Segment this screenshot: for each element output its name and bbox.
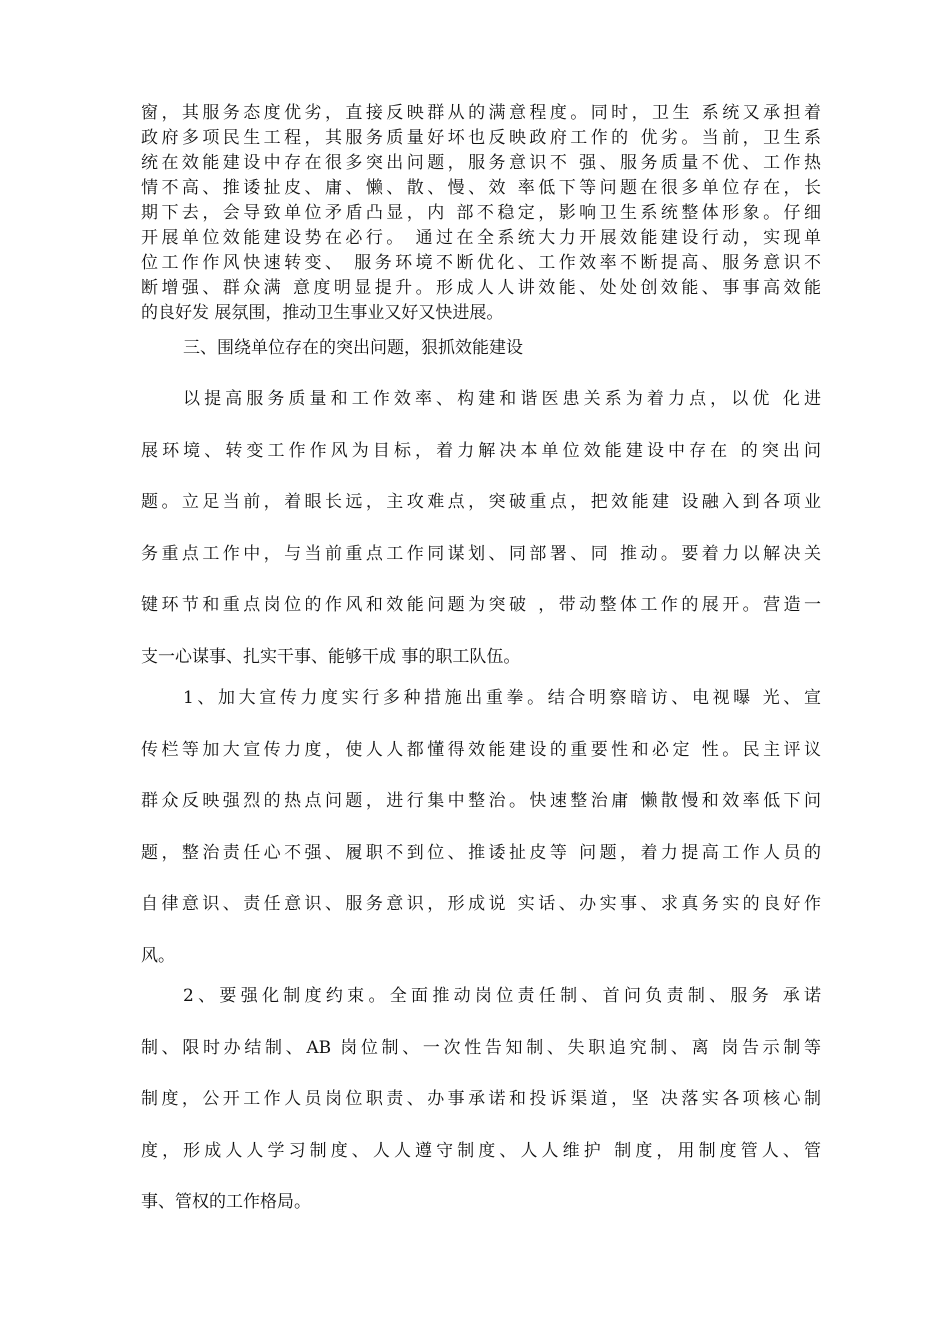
text-line: 情不高、推诿扯皮、庸、懒、散、慢、效 率低下等问题在很多单位存在，长 (141, 178, 821, 198)
heading-line: 三、围绕单位存在的突出问题，狠抓效能建设 (183, 338, 523, 358)
text-line: 统在效能建设中存在很多突出问题，服务意识不 强、服务质量不优、工作热 (141, 153, 821, 173)
text-line: 风。 (141, 945, 175, 966)
text-line: 自律意识、责任意识、服务意识，形成说 实话、办实事、求真务实的良好作 (141, 894, 821, 914)
text-line: 1、加大宣传力度实行多种措施出重拳。结合明察暗访、电视曝 光、宣 (183, 688, 821, 708)
text-line: 度，形成人人学习制度、人人遵守制度、人人维护 制度，用制度管人、管 (141, 1140, 821, 1161)
text-line: 题。立足当前，着眼长远，主攻难点，突破重点，把效能建 设融入到各项业 (141, 492, 821, 512)
text-line: 务重点工作中，与当前重点工作同谋划、同部署、同 推动。要着力以解决关 (141, 543, 821, 564)
text-line: 制、限时办结制、AB 岗位制、一次性告知制、失职追究制、离 岗告示制等 (141, 1037, 821, 1058)
text-line: 支一心谋事、扎实干事、能够干成 事的职工队伍。 (141, 646, 521, 667)
section-body-paragraph (141, 374, 821, 683)
intro-paragraph (141, 101, 821, 326)
text-line: 2、要强化制度约束。全面推动岗位责任制、首问负责制、服务 承诺 (183, 986, 821, 1006)
text-line: 期下去，会导致单位矛盾凸显，内 部不稳定，影响卫生系统整体形象。仔细 (141, 203, 821, 223)
text-line: 断增强、群众满 意度明显提升。形成人人讲效能、处处创效能、事事高效能 (141, 278, 821, 298)
text-line: 政府多项民生工程，其服务质量好坏也反映政府工作的 优劣。当前，卫生系 (141, 128, 821, 148)
item-two-paragraph (141, 971, 821, 1229)
text-line: 制度，公开工作人员岗位职责、办事承诺和投诉渠道，坚 决落实各项核心制 (141, 1089, 821, 1109)
text-line: 题，整治责任心不强、履职不到位、推诿扯皮等 问题，着力提高工作人员的 (141, 842, 821, 863)
text-line: 位工作作风快速转变、 服务环境不断优化、工作效率不断提高、服务意识不 (141, 253, 821, 273)
text-line: 群众反映强烈的热点问题，进行集中整治。快速整治庸 懒散慢和效率低下问 (141, 791, 821, 811)
item-one-paragraph (141, 673, 821, 982)
text-line: 传栏等加大宣传力度，使人人都懂得效能建设的重要性和必定 性。民主评议 (141, 739, 821, 760)
text-line: 开展单位效能建设势在必行。 通过在全系统大力开展效能建设行动，实现单 (141, 228, 821, 248)
section-heading (183, 336, 863, 361)
text-line: 的良好发 展氛围，推动卫生事业又好又快进展。 (141, 303, 504, 323)
text-line: 展环境、转变工作作风为目标，着力解决本单位效能建设中存在 的突出问 (141, 440, 821, 461)
text-line: 键环节和重点岗位的作风和效能问题为突破 ，带动整体工作的展开。营造一 (141, 595, 821, 615)
text-line: 事、管权的工作格局。 (141, 1192, 311, 1212)
text-line: 以提高服务质量和工作效率、构建和谐医患关系为着力点，以优 化进 (183, 389, 821, 409)
text-line: 窗，其服务态度优劣，直接反映群从的满意程度。同时，卫生 系统又承担着 (141, 103, 821, 123)
